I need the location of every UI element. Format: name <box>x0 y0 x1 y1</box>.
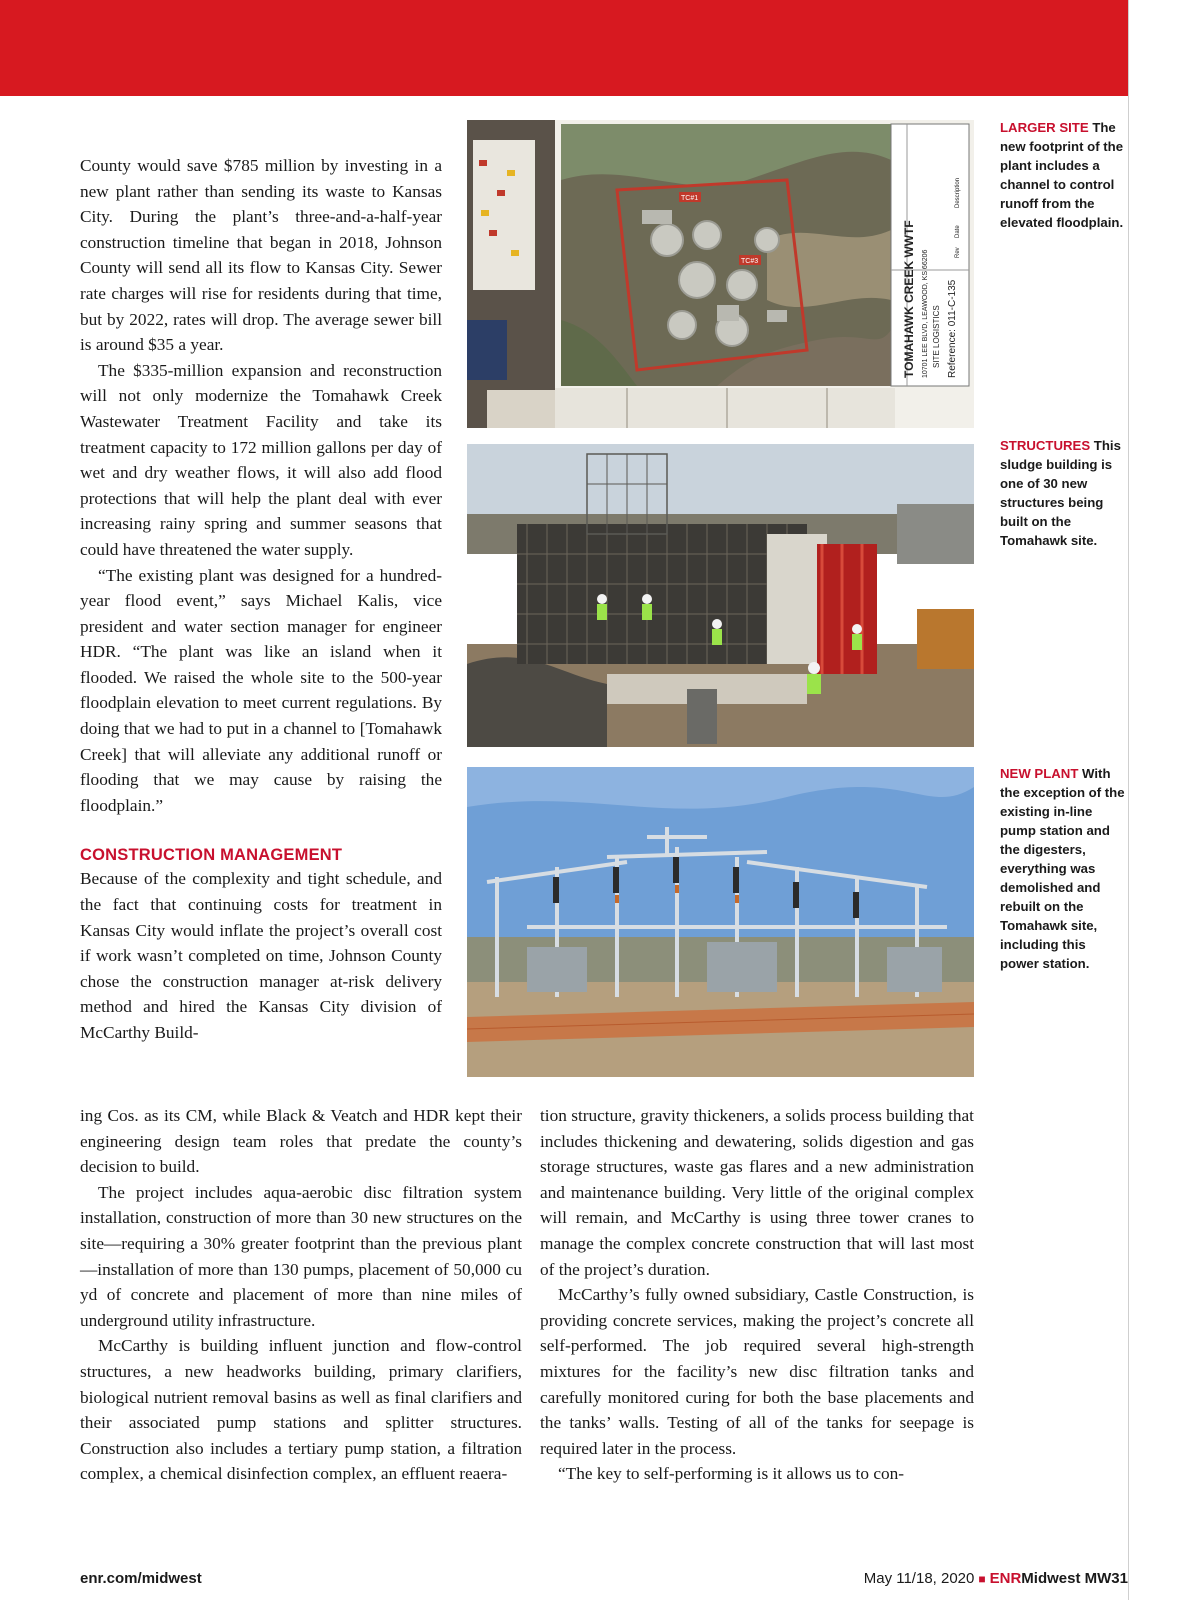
paragraph: “The existing plant was designed for a hundred-year flood event,” says Michael Kalis, vice president and water section manager for engineer HDR. “The plant was like an island when it flooded. We raised the whole site to the 500-year floodplain elevation to meet current regulations. By doing that we had to put in a channel to [Tomahawk Creek] that will alleviate any additional runoff or flooding that we may cause by raising the floodplain.” <box>80 565 442 815</box>
page-number: MW31 <box>1084 1570 1128 1587</box>
article-column-1 <box>80 153 442 1046</box>
sludge-building-photo <box>467 444 974 747</box>
caption-lead: NEW PLANT <box>1000 766 1079 781</box>
footer-folio <box>864 1570 1128 1587</box>
paragraph: McCarthy is building influent junction and flow-control structures, a new headworks building, primary clarifiers, biological nutrient removal basins as well as final clarifiers and their associated pump stations and splitter structures. Construction also includes a tertiary pump station, a filtration complex, a chemical disinfection complex, an effluent reaera- <box>80 1336 522 1484</box>
header-color-bar <box>0 0 1128 96</box>
map-title-date-label: Date <box>955 225 961 238</box>
footer-separator: ■ <box>978 1572 986 1586</box>
power-station-illustration <box>467 767 974 1077</box>
paragraph: The $335-million expansion and reconstruction will not only modernize the Tomahawk Creek Wastewater Treatment Facility and take its treatment capacity to 172 million gallons per day of wet and dry weather flows, it will also add flood protections that will help the plant deal with ever increasing rainy spring and summer seasons that could have threatened the water supply. <box>80 360 442 559</box>
photo-caption <box>1000 436 1128 550</box>
footer-date: May 11/18, 2020 <box>863 1570 975 1587</box>
paragraph: County would save $785 million by investing in a new plant rather than sending its waste to Kansas City. During the plant’s three-and-a-half-year construction timeline that began in 2018, Johnson County will send all its flow to Kansas City. Sewer rate charges will rise for residents during that time, but by 2022, rates will drop. The average sewer bill is around $35 a year. <box>80 156 442 355</box>
section-subhead: CONSTRUCTION MANAGEMENT <box>80 846 343 865</box>
paragraph: “The key to self-performing is it allows us to con- <box>558 1464 905 1484</box>
article-column-2 <box>540 1103 974 1487</box>
map-title-address: 10701 LEE BLVD, LEAWOOD, KS 66206 <box>922 249 929 378</box>
paragraph: The project includes aqua-aerobic disc filtration system installation, construction of more than 30 new structures on the site—requiring a 30% greater footprint than the previous plant—installation of more than 130 pumps, placement of 50,000 cu yd of concrete and placement of more than nine miles of underground utility infrastructure. <box>80 1182 522 1330</box>
power-station-photo <box>467 767 974 1077</box>
map-title-rev-label: Rev <box>955 247 961 258</box>
paragraph: ing Cos. as its CM, while Black & Veatch and HDR kept their engineering design team roles that predate the county’s decision to build. <box>80 1106 522 1177</box>
site-map-photo <box>467 120 974 428</box>
caption-text: The new footprint of the plant includes a channel to control runoff from the elevated floodplain. <box>1000 120 1124 230</box>
footer-brand: ENR <box>989 1570 1022 1587</box>
map-title-desc-label: Description <box>955 177 961 208</box>
caption-lead: LARGER SITE <box>1000 120 1089 135</box>
tower-crane-tag-3: TC#3 <box>741 258 759 265</box>
paragraph: Because of the complexity and tight schedule, and the fact that continuing costs for treatment in Kansas City would inflate the project’s overall cost if work wasn’t completed on time, Johnson County chose the construction manager at-risk delivery method and hired the Kansas City division of McCarthy Build- <box>80 869 442 1042</box>
paragraph: McCarthy’s fully owned subsidiary, Castle Construction, is providing concrete services, making the project’s concrete all self-performed. The job required several high-strength mixtures for the facility’s new disc filtration tanks and carefully monitored curing for both the base placements and the tanks’ walls. Testing of all of the tanks for seepage is required later in the process. <box>540 1285 974 1458</box>
caption-text: This sludge building is one of 30 new structures being built on the Tomahawk site. <box>1000 438 1121 548</box>
paragraph: tion structure, gravity thickeners, a solids process building that includes thickening and dewatering, solids digestion and gas storage structures, waste gas flares and a new administration and maintenance building. Very little of the original complex will remain, and McCarthy is using three tower cranes to manage the complex concrete construction that will last most of the project’s duration. <box>540 1106 974 1279</box>
article-column-1-continued <box>80 1103 522 1487</box>
photo-caption <box>1000 764 1128 973</box>
caption-lead: STRUCTURES <box>1000 438 1091 453</box>
construction-illustration <box>467 444 974 747</box>
site-map-illustration <box>467 120 974 428</box>
caption-text: With the exception of the existing in-line pump station and the digesters, everything was demolished and rebuilt on the Tomahawk site, including this power station. <box>1000 766 1125 971</box>
tower-crane-tag-1: TC#1 <box>681 195 699 202</box>
map-title-block: TOMAHAWK CREEK WWTF <box>902 220 916 378</box>
footer-url[interactable]: enr.com/midwest <box>80 1570 202 1587</box>
page-edge-rule <box>1128 0 1129 1600</box>
photo-caption <box>1000 118 1128 232</box>
map-title-subtitle: SITE LOGISTICS <box>932 305 941 368</box>
footer-brand-suffix: Midwest <box>1021 1570 1081 1587</box>
map-title-reference: Reference: 011-C-135 <box>947 279 958 378</box>
